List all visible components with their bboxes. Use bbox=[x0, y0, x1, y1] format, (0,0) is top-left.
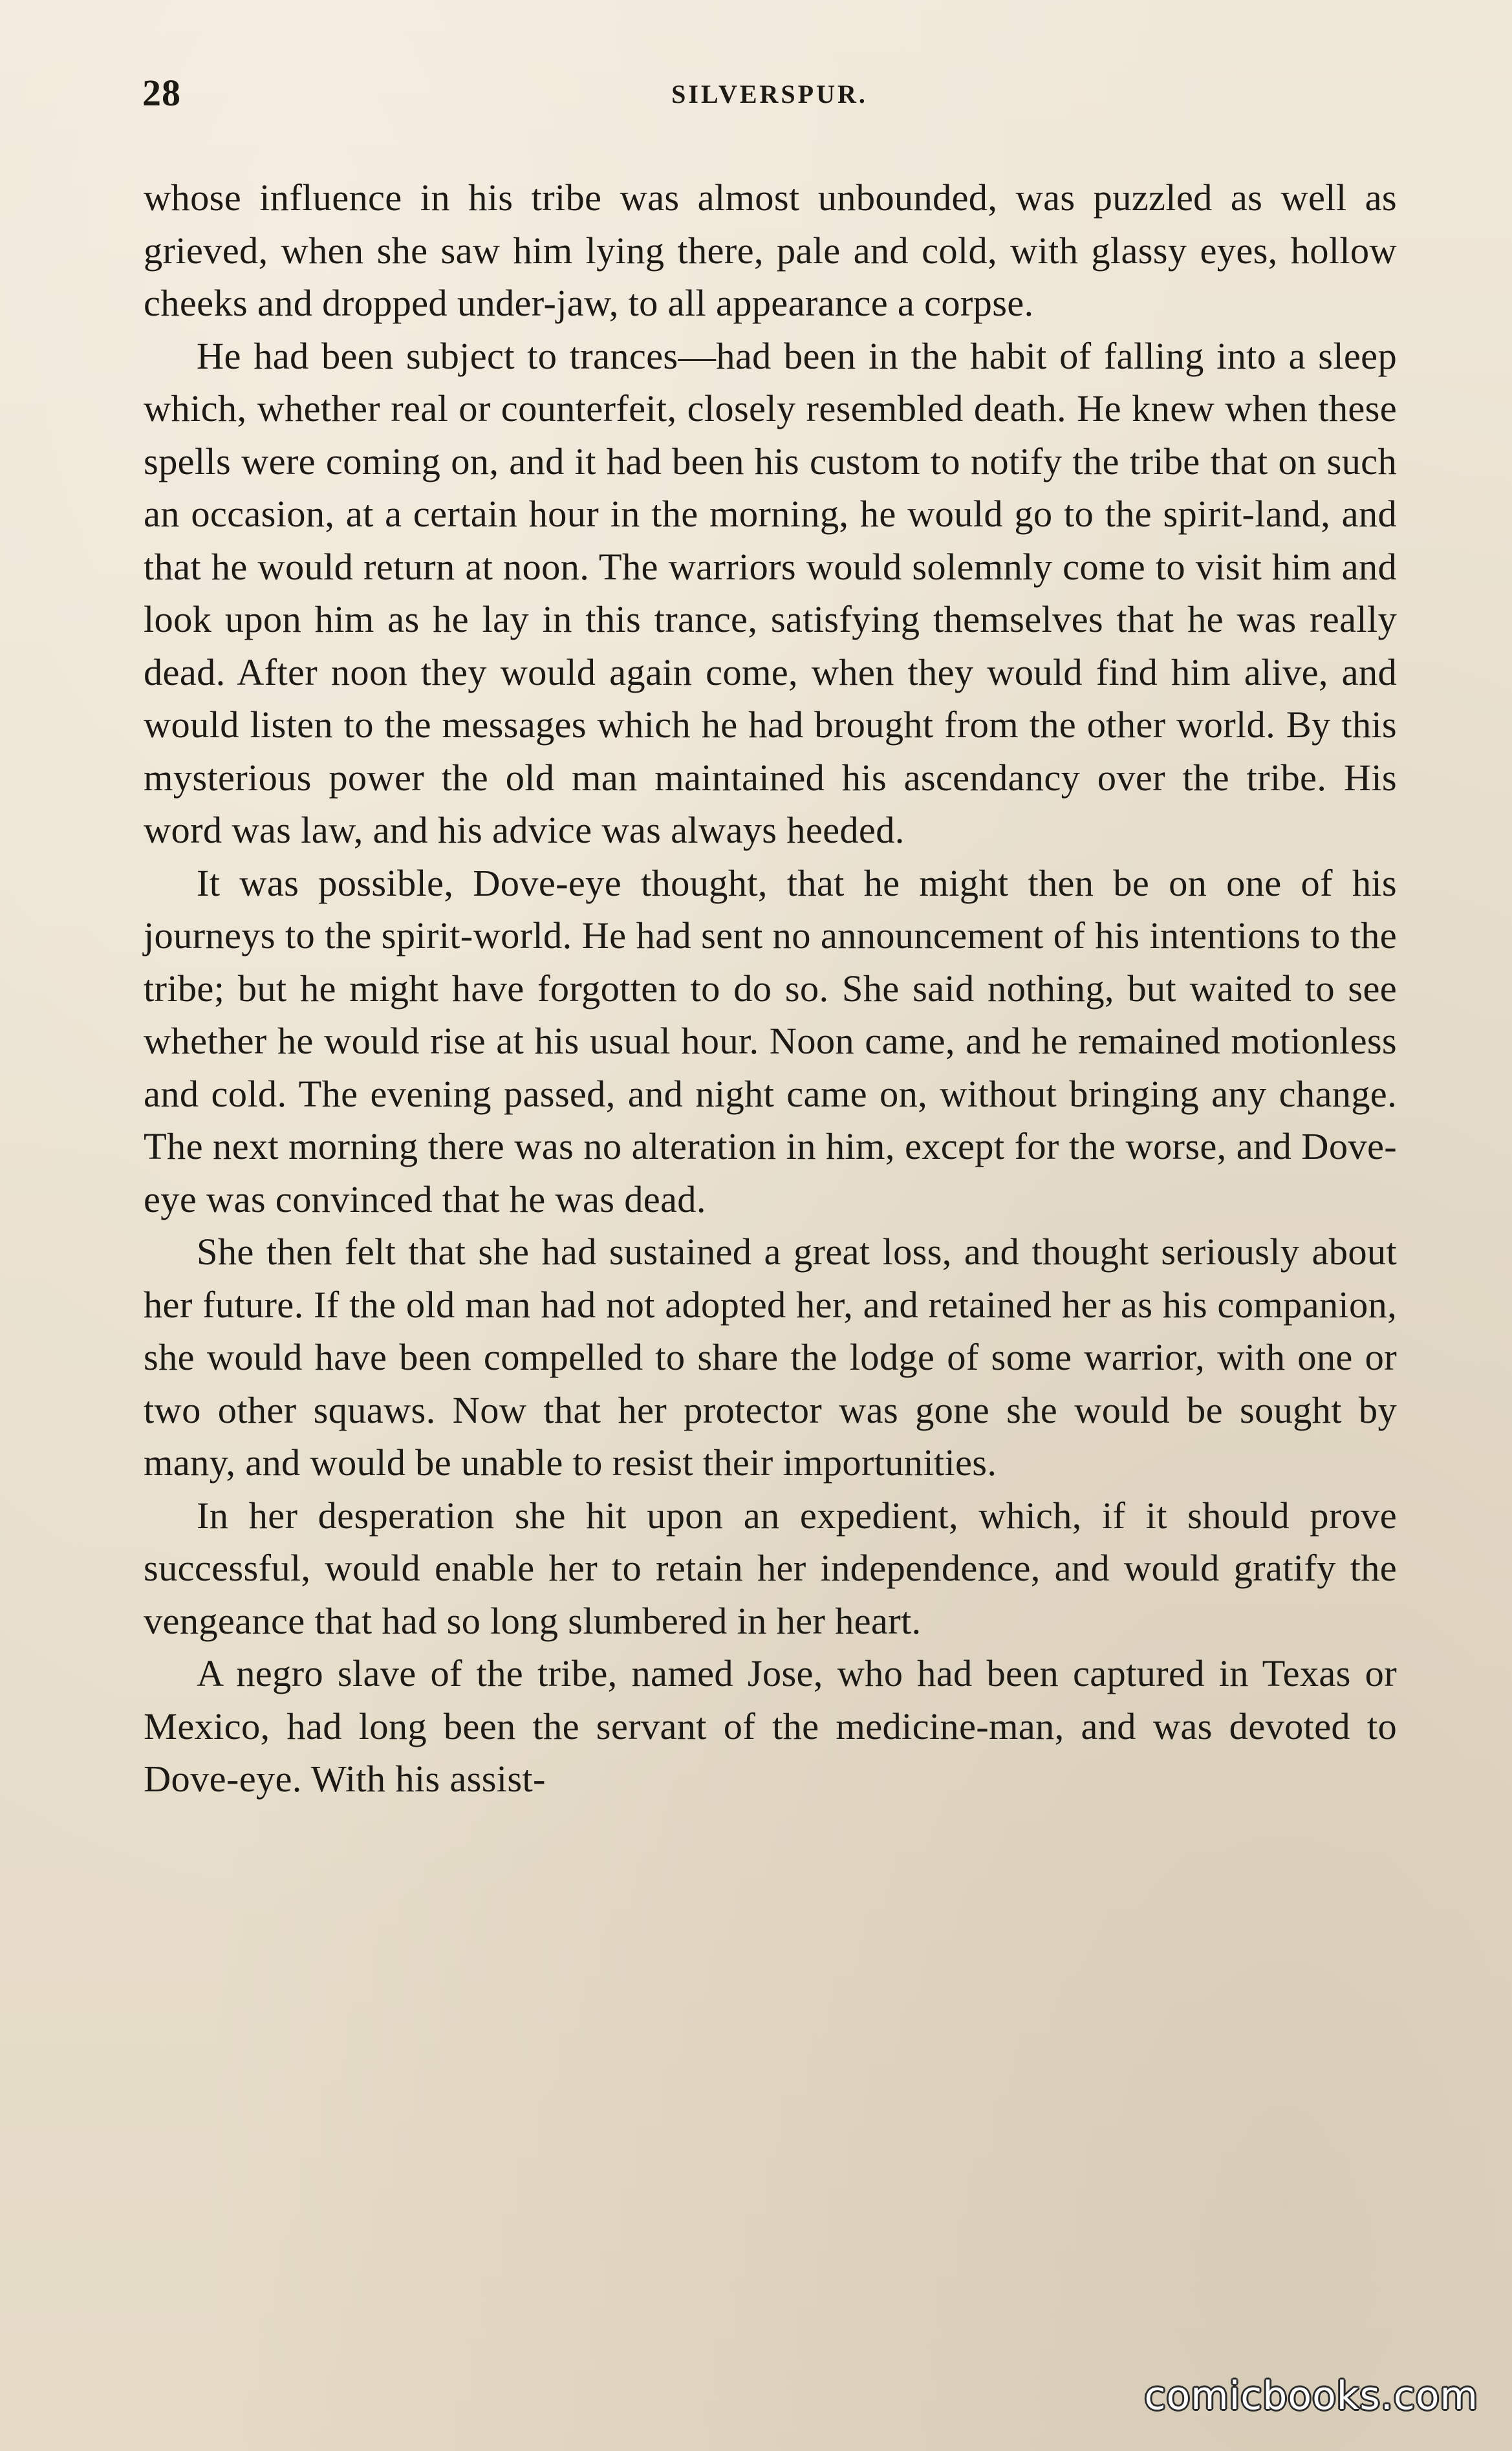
paragraph: She then felt that she had sustained a great loss, and thought seriously about her future. If the old man had not adopted her, and retained her as his companion, she would have been compelled to share the lodge of some warrior, with one or two other squaws. Now that her protector was gone she would be sought by many, and would be unable to resist their importunities. bbox=[144, 1231, 1397, 1484]
paragraph-continued: whose influence in his tribe was almost unbounded, was puzzled as well as grieved, when she saw him lying there, pale and cold, with glassy eyes, hollow cheeks and dropped under-jaw, to all appearance a corpse. bbox=[144, 177, 1397, 324]
body-text bbox=[144, 171, 1397, 1806]
paragraph: It was possible, Dove-eye thought, that he might then be on one of his journeys to the spirit-world. He had sent no announcement of his intentions to the tribe; but he might have forgotten to do so. She said nothing, but waited to see whether he would rise at his usual hour. Noon came, and he remained motionless and cold. The evening passed, and night came on, without bringing any change. The next morning there was no alteration in him, except for the worse, and Dove-eye was convinced that he was dead. bbox=[144, 861, 1397, 1220]
page-header bbox=[142, 71, 1397, 123]
watermark: comicbooks.com bbox=[1144, 2373, 1478, 2419]
page-number: 28 bbox=[142, 72, 181, 114]
paragraph: He had been subject to trances—had been in the habit of falling into a sleep which, whether real or counterfeit, closely resembled death. He knew when these spells were coming on, and it had been his custom to notify the tribe that on such an occasion, at a certain hour in the morning, he would go to the spirit-land, and that he would return at noon. The warriors would solemnly come to visit him and look upon him as he lay in this trance, satisfying themselves that he was really dead. After noon they would again come, when they would find him alive, and would listen to the messages which he had brought from the other world. By this mysterious power the old man maintained his ascendancy over the tribe. His word was law, and his advice was always heeded. bbox=[144, 334, 1397, 851]
paragraph: In her desperation she hit upon an expedient, which, if it should prove successful, would enable her to retain her independence, and would gratify the vengeance that had so long slumbered in her heart. bbox=[144, 1494, 1397, 1642]
running-title: SILVERSPUR. bbox=[671, 80, 868, 109]
paragraph: A negro slave of the tribe, named Jose, who had been captured in Texas or Mexico, had long been the servant of the medicine-man, and was devoted to Dove-eye. With his assist- bbox=[144, 1652, 1397, 1800]
